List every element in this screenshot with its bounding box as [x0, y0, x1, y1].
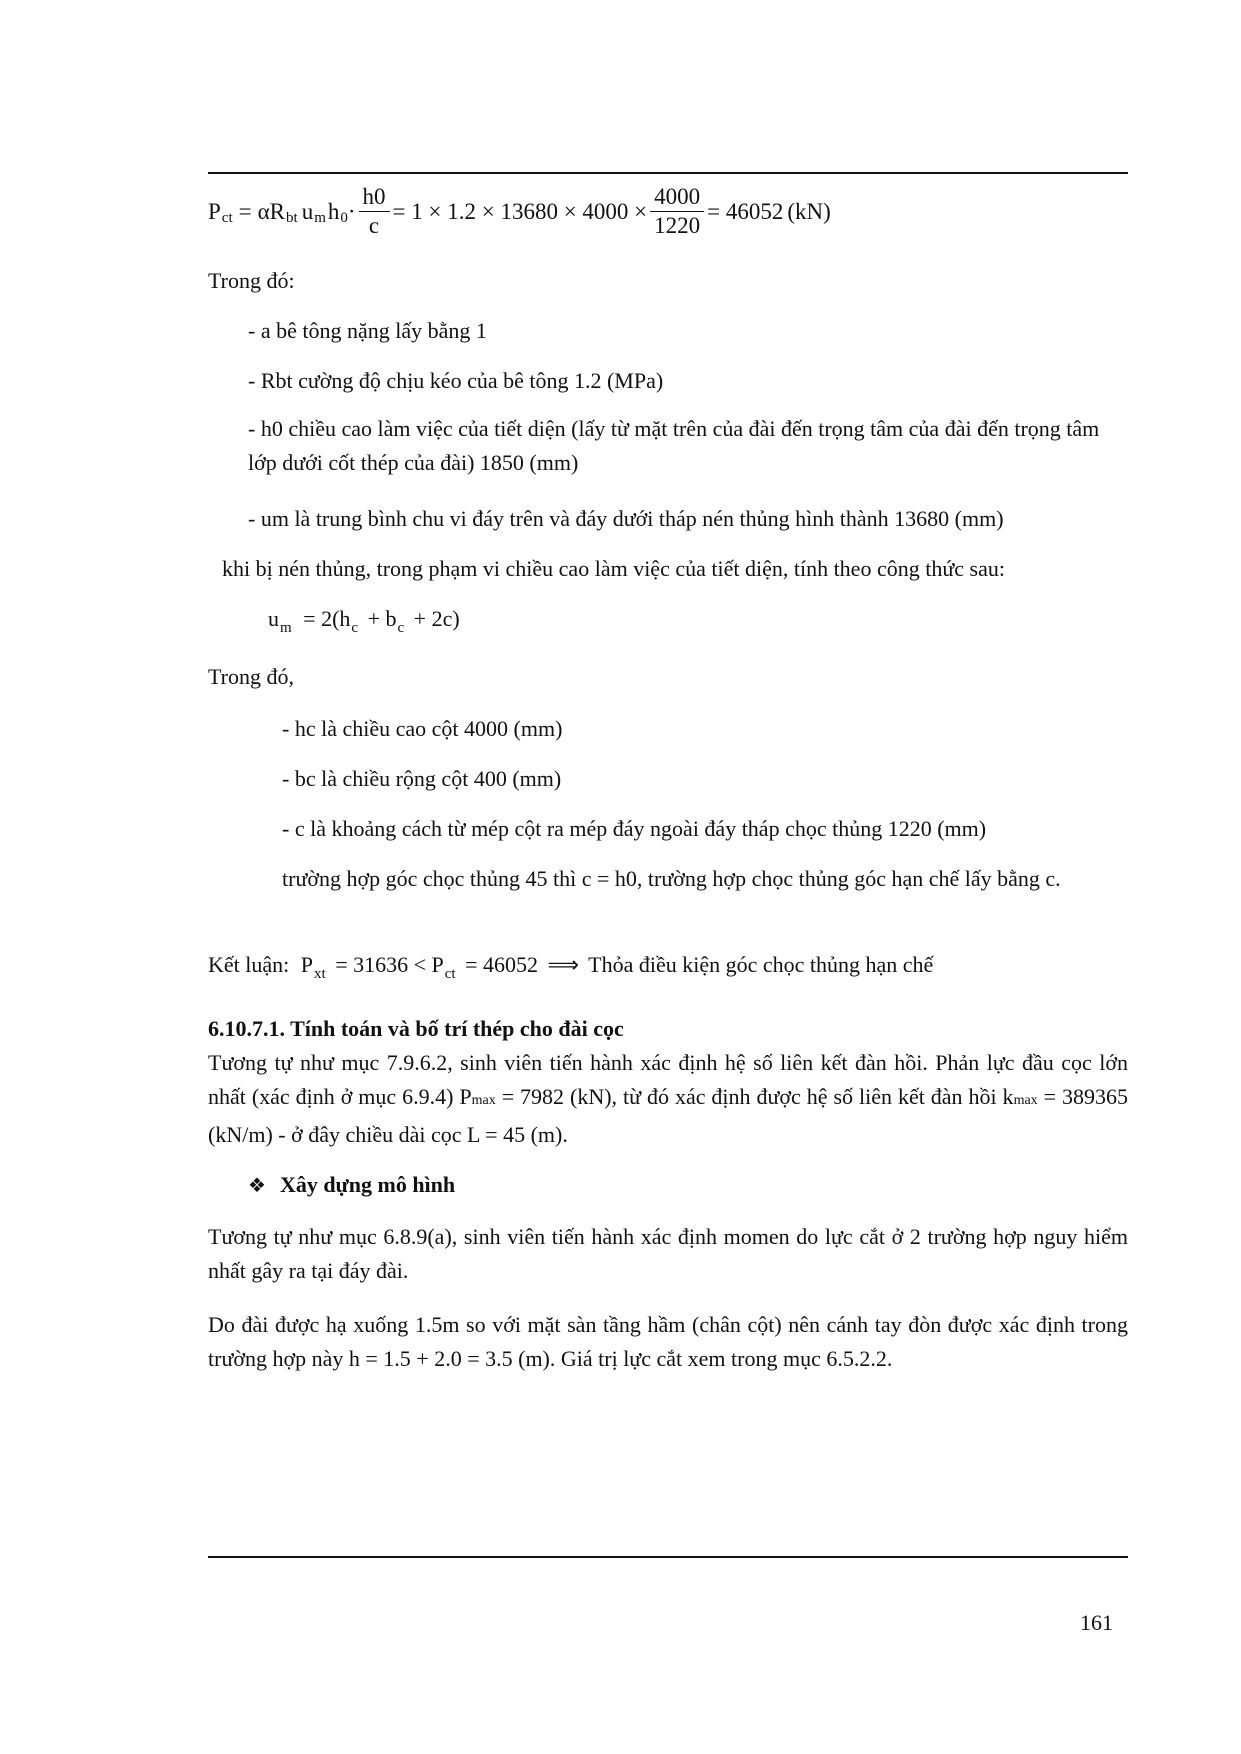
page-number: 161 [1080, 1610, 1113, 1635]
paragraph-1: Tương tự như mục 7.9.6.2, sinh viên tiến hành xác định hệ số liên kết đàn hồi. Phản lực đầu cọc lớn nhất (xác định ở mục 6.9.4) Pmax = 7982 (kN), từ đó xác định được hệ số liên kết đàn hồi kmax = 389365 (kN/m) - ở đây chiều dài cọc L = 45 (m). [208, 1050, 1128, 1147]
khi-bi-text: khi bị nén thủng, trong phạm vi chiều cao làm việc của tiết diện, tính theo công thức sau: [222, 556, 1005, 581]
paragraph-2: Tương tự như mục 6.8.9(a), sinh viên tiến hành xác định momen do lực cắt ở 2 trường hợp nguy hiểm nhất gây ra tại đáy đài. [208, 1224, 1128, 1283]
item-a: - a bê tông nặng lấy bằng 1 [248, 318, 487, 343]
formula-p: P [208, 198, 221, 224]
ket-luan: Kết luận: $P_{xt} = 31636 < P_{ct} = 46052$ ⟹ Thỏa điều kiện góc chọc thủng hạn chế [208, 952, 934, 982]
bullet-heading: ❖ Xây dựng mô hình [248, 1172, 456, 1197]
footer-rule [208, 1556, 1128, 1558]
implies-arrow-icon: ⟹ [547, 953, 580, 978]
fraction-h0-c: $\frac{h0}{c}$ [359, 185, 390, 238]
fraction-4000-1220: $\frac{4000}{1220}$ [650, 185, 704, 238]
paragraph-3: Do đài được hạ xuống 1.5m so với mặt sàn tầng hầm (chân cột) nên cánh tay đòn được xác định trong trường hợp này h = 1.5 + 2.0 = 3.5 (m). Giá trị lực cắt xem trong mục 6.5.2.2. [208, 1312, 1128, 1371]
item-hc: - hc là chiều cao cột 4000 (mm) [282, 716, 563, 741]
item-rbt: - Rbt cường độ chịu kéo của bê tông 1.2 (MPa) [248, 368, 664, 393]
section-heading: 6.10.7.1. Tính toán và bố trí thép cho đài cọc [208, 1016, 624, 1041]
item-c: - c là khoảng cách từ mép cột ra mép đáy ngoài đáy tháp chọc thủng 1220 (mm) [282, 816, 987, 841]
item-bc: - bc là chiều rộng cột 400 (mm) [282, 766, 562, 791]
item-truong-hop: trường hợp góc chọc thủng 45 thì c = h0, trường hợp chọc thủng góc hạn chế lấy bằng c. [282, 866, 1061, 891]
diamond-bullet-icon: ❖ [248, 1173, 266, 1197]
formula-pct: P ct = αR bt u m h 0 · $\frac{h0}{c}$ = 1 × 1.2 × 13680 × 4000 × $\frac{4000}{1220}$ = 46052 (kN) [208, 184, 831, 238]
trong-do-label-2: Trong đó, [208, 664, 294, 689]
item-h0: - h0 chiều cao làm việc của tiết diện (lấy từ mặt trên của đài đến trọng tâm của đài đến trọng tâm lớp dưới cốt thép của đài) 1850 (mm) [248, 416, 1100, 475]
header-rule [208, 172, 1128, 174]
item-um: - um là trung bình chu vi đáy trên và đáy dưới tháp nén thủng hình thành 13680 (mm) [248, 506, 1004, 531]
trong-do-label-1: Trong đó: [208, 268, 295, 293]
formula-um: $u_m = 2(h_c + b_c + 2c)$ [268, 606, 460, 636]
